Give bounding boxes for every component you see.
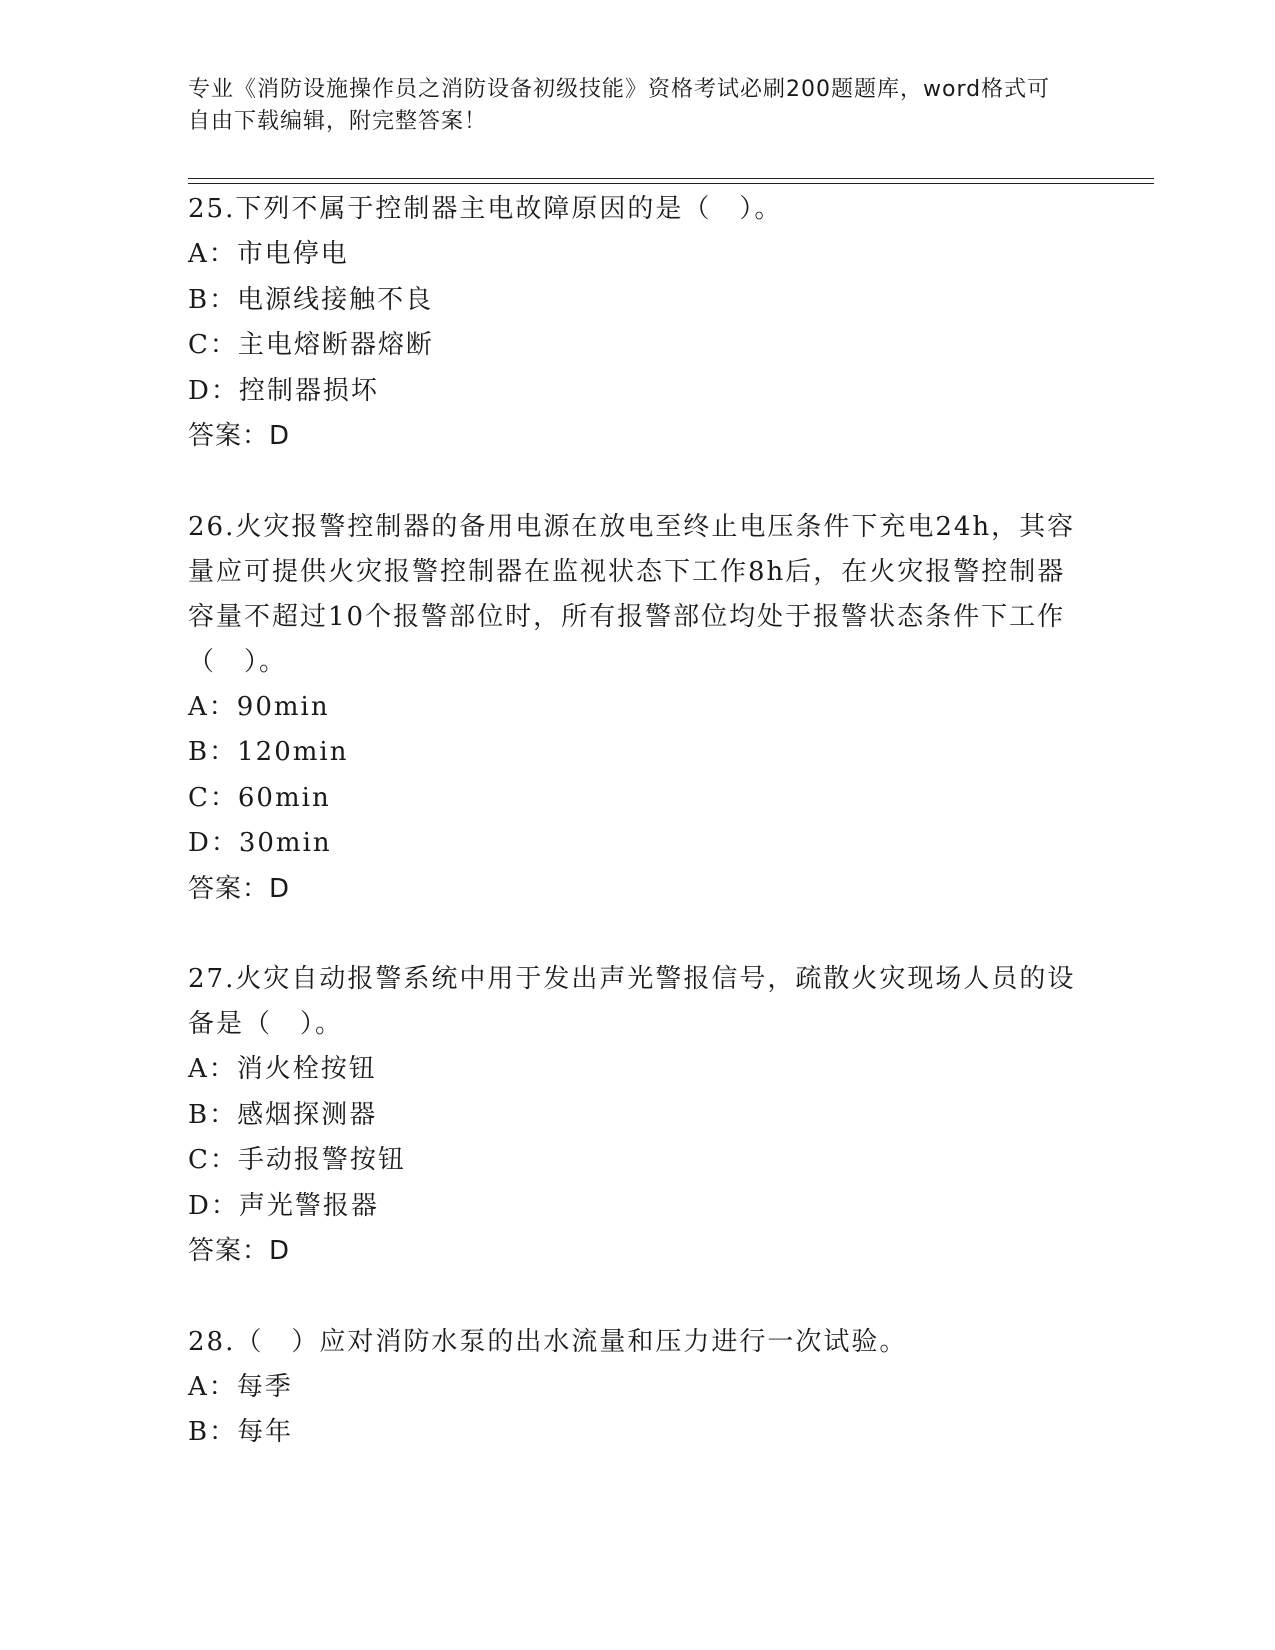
option-a: A：90min [188, 691, 330, 722]
answer-line: 答案：D [188, 1236, 291, 1266]
question-list [188, 187, 1088, 1456]
option-b: B：120min [188, 737, 349, 767]
answer-line: 答案：D [188, 421, 291, 451]
option-c: C：主电熔断器熔断 [188, 330, 434, 360]
option-c: C：手动报警按钮 [188, 1145, 406, 1175]
header-divider-bottom [188, 183, 1154, 184]
question-text: 26.火灾报警控制器的备用电源在放电至终止电压条件下充电24h，其容量应可提供火灾报警控制器在监视状态下工作8h后，在火灾报警控制器容量不超过10个报警部位时，所有报警部位均处于报警状态条件下工作（ ）。 [188, 511, 1076, 677]
option-a: A：市电停电 [188, 239, 349, 269]
option-b: B：电源线接触不良 [188, 284, 434, 315]
option-d: D：控制器损坏 [188, 375, 379, 406]
question-text: 28.（ ）应对消防水泵的出水流量和压力进行一次试验。 [188, 1326, 908, 1357]
option-c: C：60min [188, 782, 331, 813]
question-text: 25.下列不属于控制器主电故障原因的是（ ）。 [188, 194, 783, 224]
option-a: A：每季 [188, 1371, 293, 1402]
question-25 [188, 187, 1088, 460]
question-27 [188, 957, 1088, 1275]
option-a: A：消火栓按钮 [188, 1054, 377, 1084]
option-d: D：声光警报器 [188, 1190, 379, 1221]
header-divider-top [188, 178, 1154, 179]
question-26 [188, 505, 1088, 913]
option-b: B：感烟探测器 [188, 1099, 378, 1130]
question-28 [188, 1320, 1088, 1456]
option-b: B：每年 [188, 1417, 294, 1447]
answer-line: 答案：D [188, 873, 291, 904]
question-text: 27.火灾自动报警系统中用于发出声光警报信号，疏散火灾现场人员的设备是（ ）。 [188, 964, 1076, 1039]
option-d: D：30min [188, 828, 332, 858]
document-header: 专业《消防设施操作员之消防设备初级技能》资格考试必刷200题题库，word格式可自由下载编辑，附完整答案！ [188, 77, 1051, 134]
